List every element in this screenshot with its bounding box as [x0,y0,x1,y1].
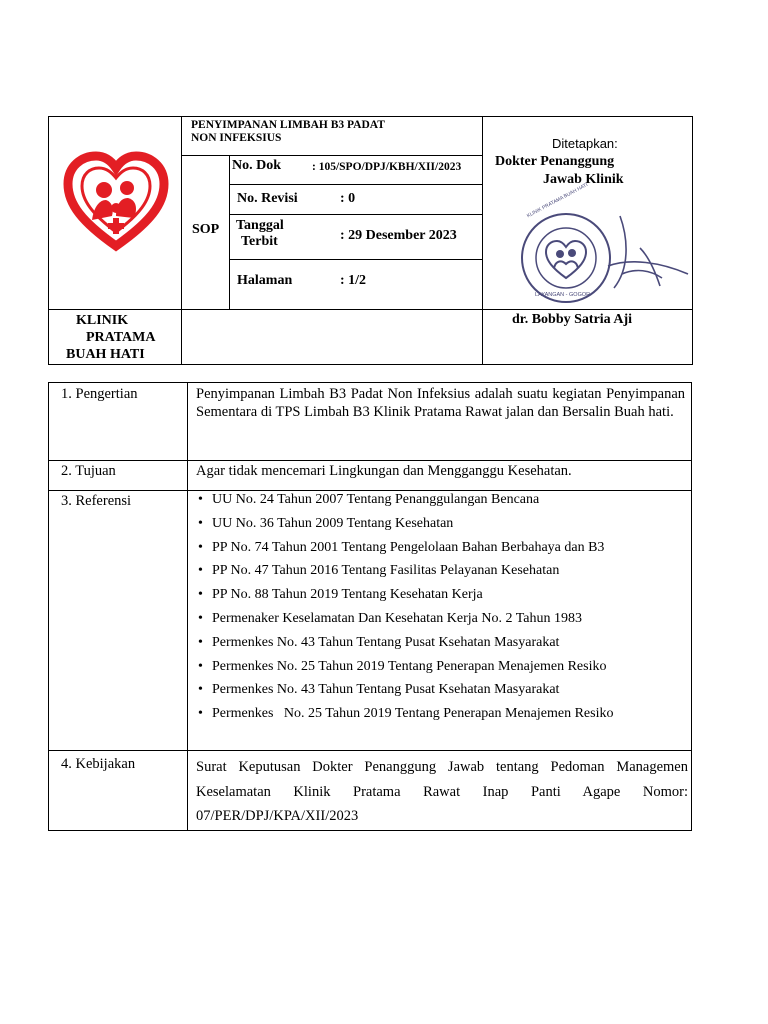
doctor-name: dr. Bobby Satria Aji [512,312,633,327]
stamp-ring-text: KLINIK PRATAMA BUAH HATI [526,182,589,220]
stamp-bottom-text: LAYANGAN - GOGOR [535,292,591,298]
clinic-name-line3: BUAH HATI [66,347,145,362]
section-label-kebijakan: 4. Kebijakan [61,756,136,772]
approval-role-line2: Jawab Klinik [543,172,624,187]
no-revisi-value: : 0 [340,191,356,206]
list-item: • PP No. 88 Tahun 2019 Tentang Kesehatan Kerja [198,587,483,603]
approval-role-line1: Dokter Penanggung [495,154,615,169]
ditetapkan-label: Ditetapkan: [552,136,618,151]
document-title-line2: NON INFEKSIUS [191,131,282,144]
clinic-logo [62,150,170,256]
section-text-tujuan: Agar tidak mencemari Lingkungan dan Mengganggu Kesehatan. [196,463,572,479]
no-dok-value: : 105/SPO/DPJ/KBH/XII/2023 [312,161,462,173]
tanggal-label: Tanggal [236,218,284,233]
section-label-referensi: 3. Referensi [61,493,132,509]
halaman-value: : 1/2 [340,273,367,288]
document-title-line1: PENYIMPANAN LIMBAH B3 PADAT [191,119,385,131]
section-label-pengertian: 1. Pengertian [61,386,138,402]
section-text-pengertian: Penyimpanan Limbah B3 Padat Non Infeksius adalah suatu kegiatan Penyimpanan Sementara di TPS Limbah B3 Klinik Pratama Rawat jalan dan Bersalin Buah hati. [196,386,685,420]
terbit-label: Terbit [241,234,278,249]
section-text-kebijakan: Surat Keputusan Dokter Penanggung Jawab tentang Pedoman Managemen Keselamatan Klinik Pratama Rawat Inap Panti Agape Nomor: 07/PER/DPJ/KPA/XII/2023 [196,759,688,824]
list-item: • Permenkes No. 43 Tahun Tentang Pusat Ksehatan Masyarakat [198,682,560,698]
list-item: • UU No. 24 Tahun 2007 Tentang Penanggulangan Bencana [198,492,540,507]
list-item: • Permenaker Keselamatan Dan Kesehatan Kerja No. 2 Tahun 1983 [198,611,583,626]
list-item: • Permenkes No. 43 Tahun Tentang Pusat Ksehatan Masyarakat [198,634,560,650]
clinic-name-line1: KLINIK [76,313,129,328]
section-label-tujuan: 2. Tujuan [61,463,116,479]
list-item: • PP No. 47 Tahun 2016 Tentang Fasilitas Pelayanan Kesehatan [198,563,560,579]
list-item: • UU No. 36 Tahun 2009 Tentang Kesehatan [198,515,454,531]
list-item: • Permenkes No. 25 Tahun 2019 Tentang Penerapan Menajemen Resiko [198,706,614,722]
list-item: • Permenkes No. 25 Tahun 2019 Tentang Penerapan Menajemen Resiko [198,658,607,674]
sop-label: SOP [192,222,220,237]
tanggal-terbit-value: : 29 Desember 2023 [340,228,457,243]
halaman-label: Halaman [237,273,293,288]
list-item: • PP No. 74 Tahun 2001 Tentang Pengelolaan Bahan Berbahaya dan B3 [198,539,605,555]
reference-list [198,492,688,742]
no-revisi-label: No. Revisi [237,191,298,206]
clinic-name-line2: PRATAMA [86,330,156,345]
no-dok-label: No. Dok [232,158,282,173]
